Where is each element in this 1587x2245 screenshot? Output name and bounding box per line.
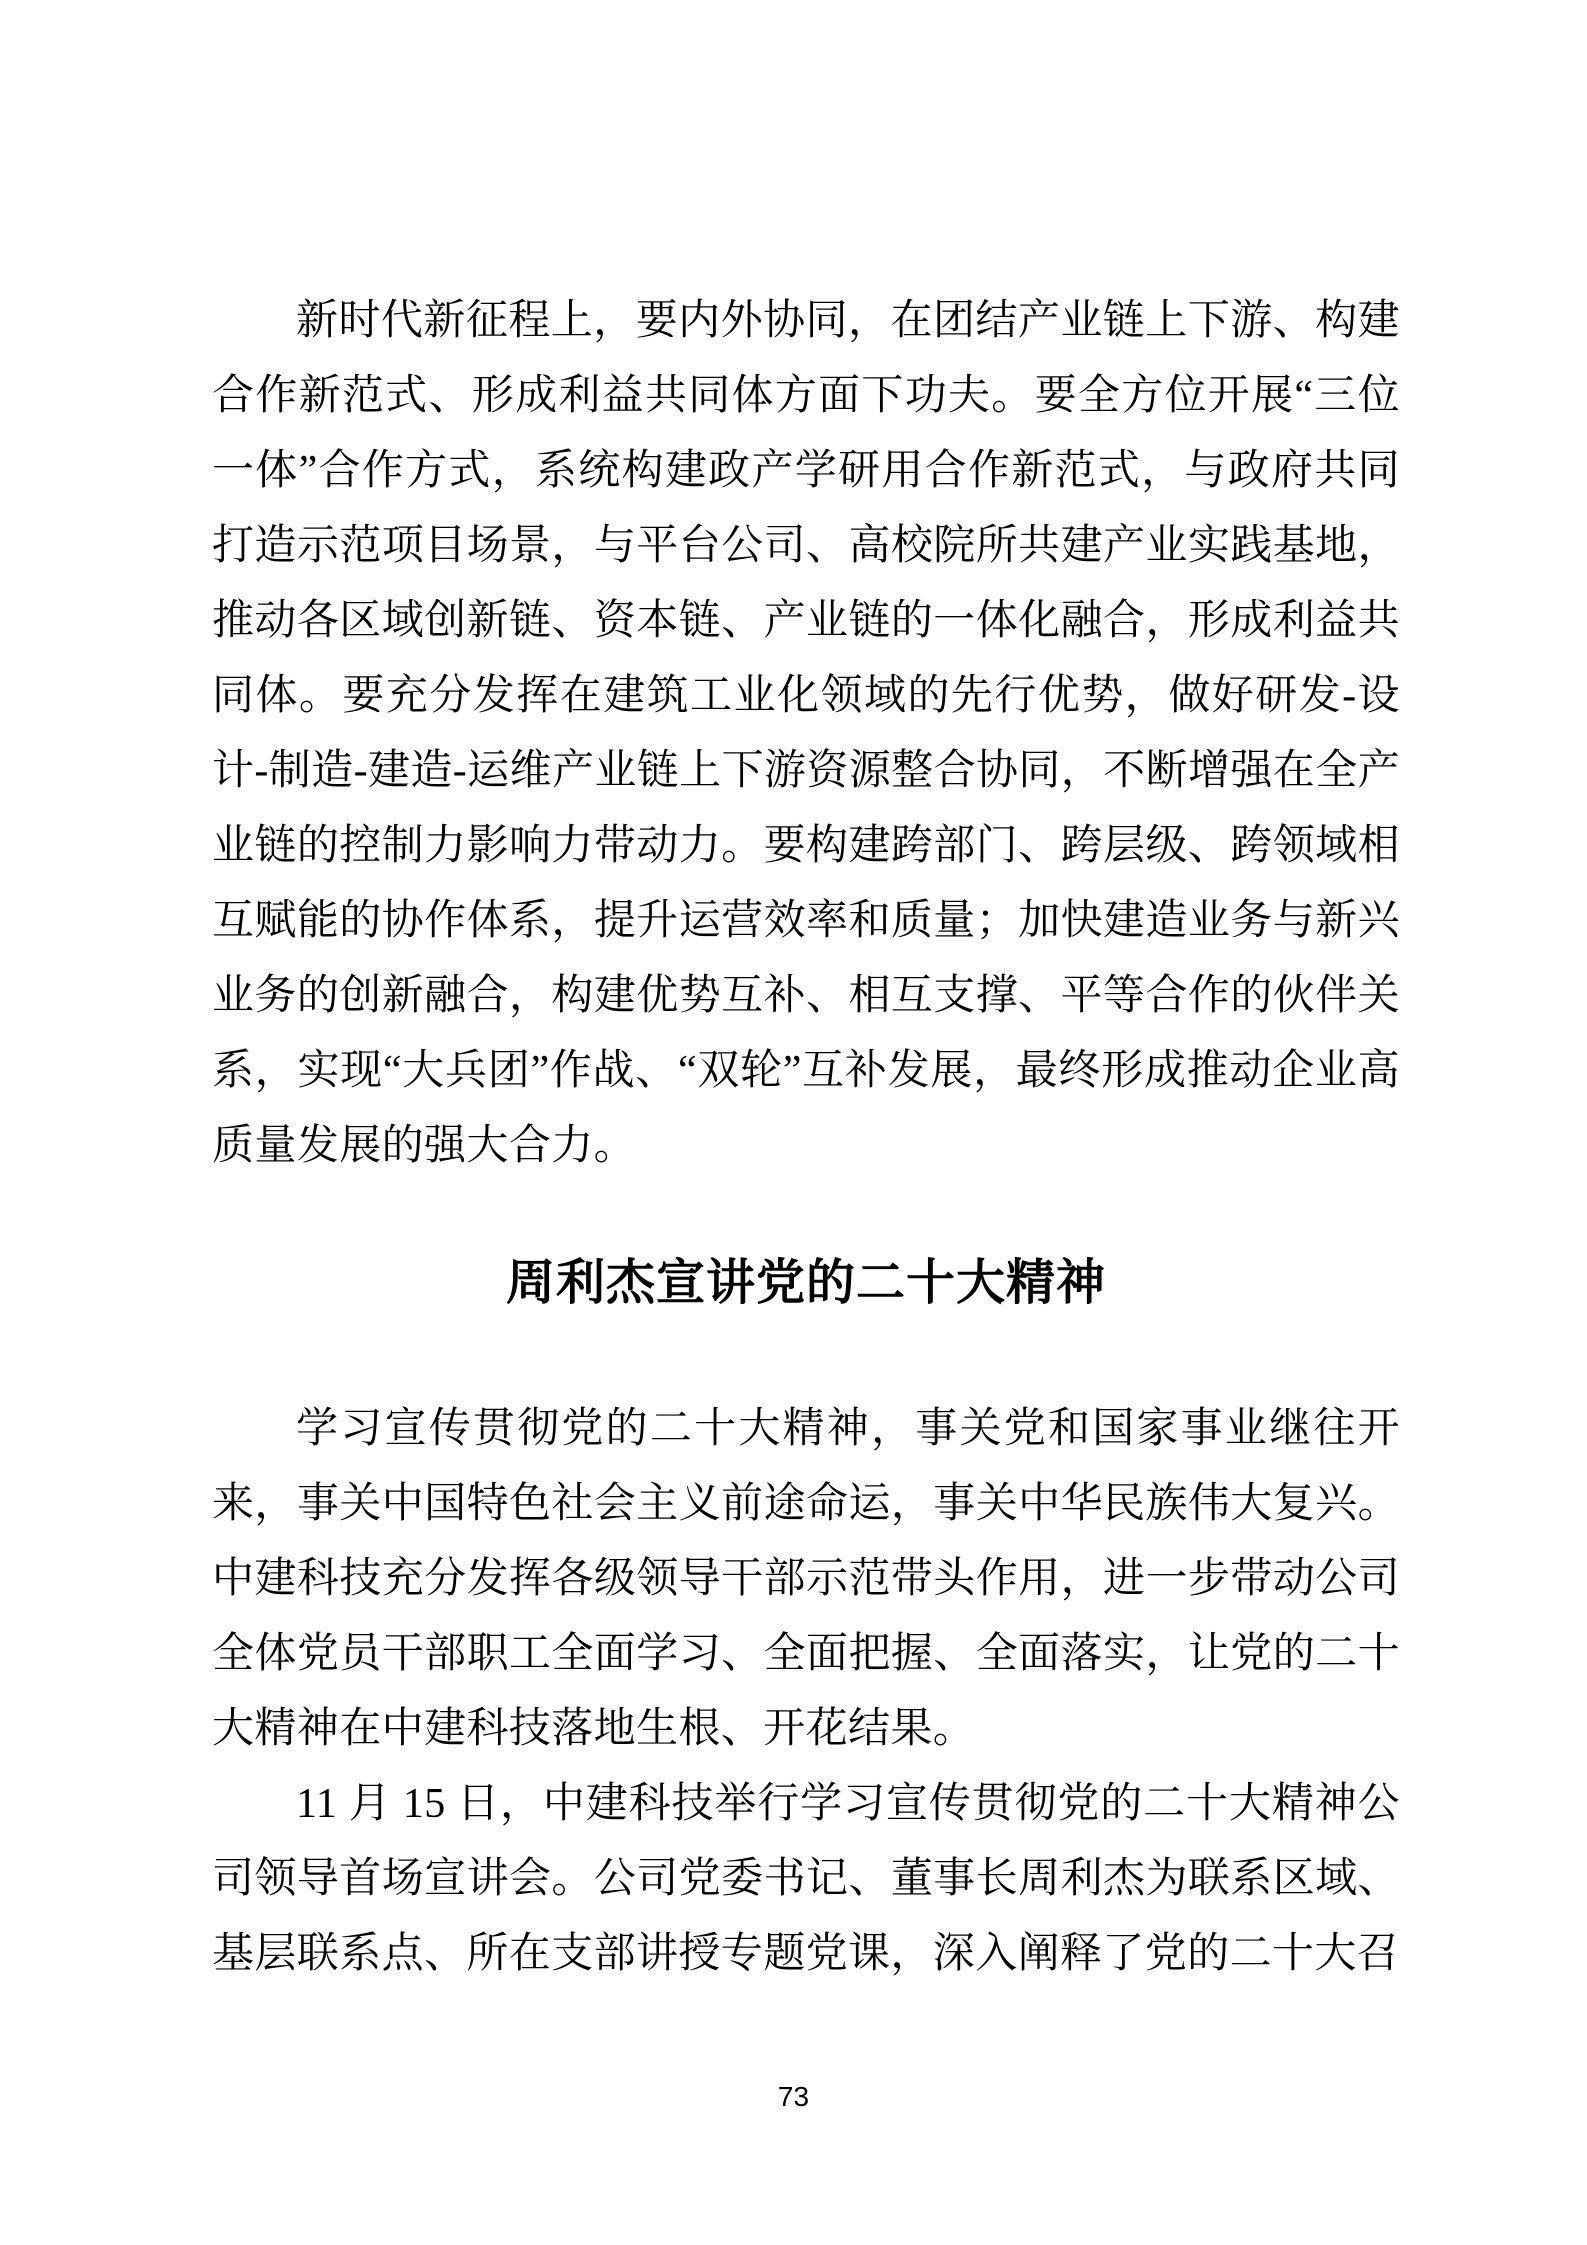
paragraph-industry-cooperation: 新时代新征程上，要内外协同，在团结产业链上下游、构建合作新范式、形成利益共同体方面下功夫。要全方位开展“三位一体”合作方式，系统构建政产学研用合作新范式，与政府共同打造示范项目场景，与平台公司、高校院所共建产业实践基地，推动各区域创新链、资本链、产业链的一体化融合，形成利益共同体。要充分发挥在建筑工业化领域的先行优势，做好研发-设计-制造-建造-运维产业链上下游资源整合协同，不断增强在全产业链的控制力影响力带动力。要构建跨部门、跨层级、跨领域相互赋能的协作体系，提升运营效率和质量；加快建造业务与新兴业务的创新融合，构建优势互补、相互支撑、平等合作的伙伴关系，实现“大兵团”作战、“双轮”互补发展，最终形成推动企业高质量发展的强大合力。 bbox=[212, 298, 1400, 1169]
section-heading: 周利杰宣讲党的二十大精神 bbox=[505, 1255, 1106, 1310]
page-footer bbox=[0, 2080, 1587, 2114]
paragraph-nov15-lecture: 11 月 15 日，中建科技举行学习宣传贯彻党的二十大精神公司领导首场宣讲会。公司党委书记、董事长周利杰为联系区域、基层联系点、所在支部讲授专题党课，深入阐释了党的二十大召 bbox=[212, 1781, 1400, 1977]
page-number: 73 bbox=[777, 2081, 810, 2112]
paragraph-spirit-study: 学习宣传贯彻党的二十大精神，事关党和国家事业继往开来，事关中国特色社会主义前途命运，事关中华民族伟大复兴。中建科技充分发挥各级领导干部示范带头作用，进一步带动公司全体党员干部职工全面学习、全面把握、全面落实，让党的二十大精神在中建科技落地生根、开花结果。 bbox=[212, 1406, 1400, 1752]
